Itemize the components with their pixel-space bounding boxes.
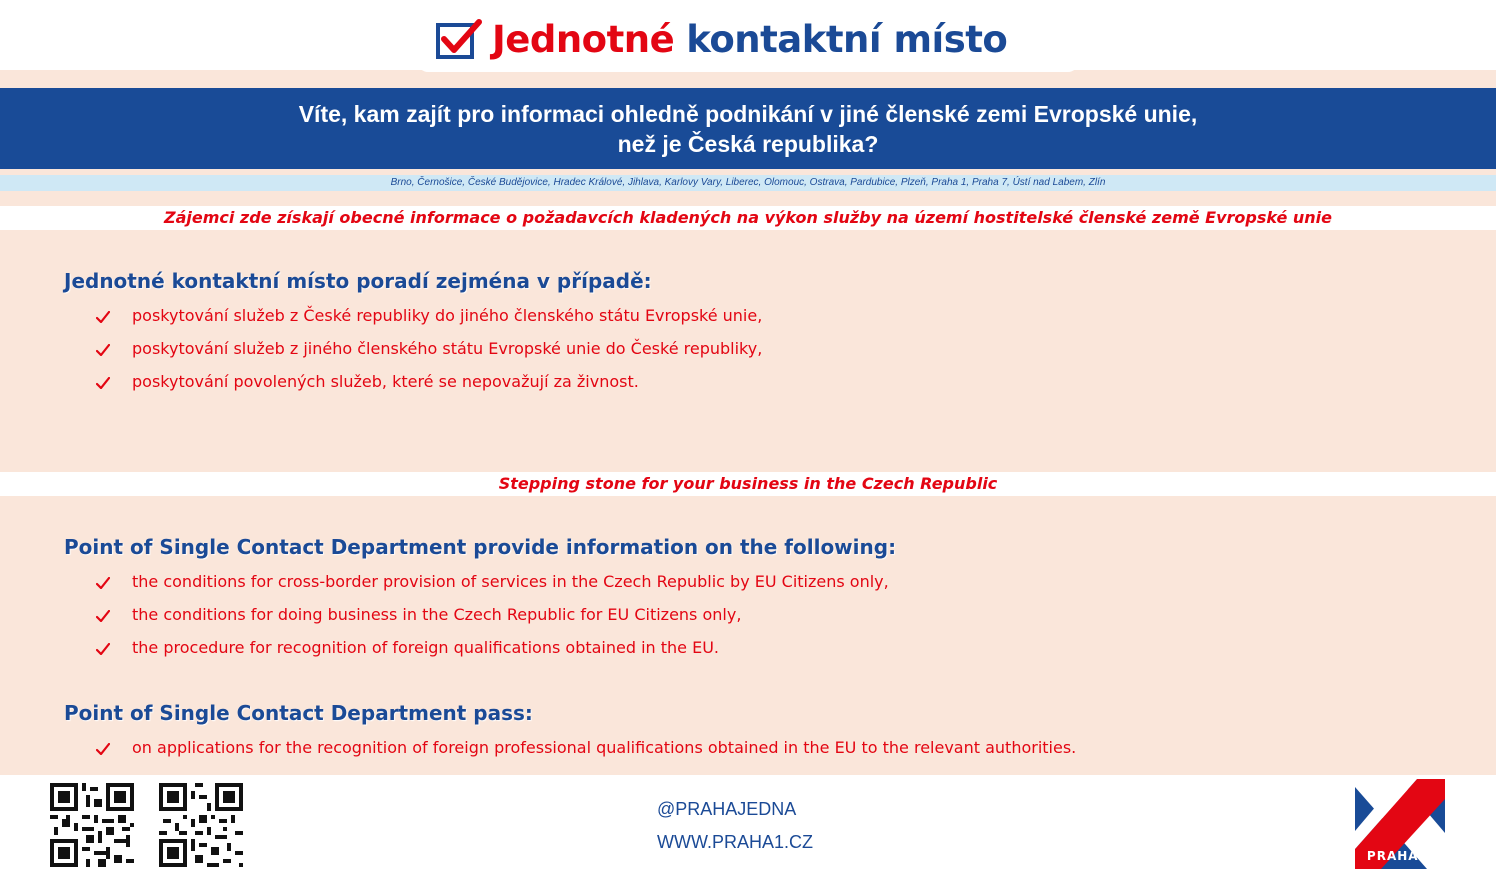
logo-title-blue: kontaktní místo [686,17,1008,61]
qr-code-icon[interactable] [159,783,243,867]
list-item-text: poskytování služeb z České republiky do jiného členského státu Evropské unie, [132,306,763,325]
check-icon [96,377,110,389]
question-line-2: než je Česká republika? [617,130,879,157]
list-item [64,332,762,365]
check-icon [96,643,110,655]
list-item [64,565,896,598]
check-icon [96,311,110,323]
contact-block [657,793,813,859]
jkm-logo [436,14,1007,64]
section-en-pass-list [64,731,1076,764]
list-item [64,598,896,631]
check-icon [96,344,110,356]
footer [0,775,1496,887]
social-handle-link[interactable]: @PRAHAJEDNA [657,799,797,819]
list-item-text: poskytování služeb z jiného členského státu Evropské unie do České republiky, [132,339,763,358]
intro-text: Zájemci zde získají obecné informace o požadavcích kladených na výkon služby na území hostitelské členské země Evropské unie [0,206,1496,230]
section-en-info [64,534,896,664]
praha1-logo-label: PRAHA 1 [1366,849,1434,863]
list-item [64,631,896,664]
list-item-text: poskytování povolených služeb, které se nepovažují za živnost. [132,372,639,391]
section-cz-heading: Jednotné kontaktní místo poradí zejména v případě: [64,269,652,293]
qr-code-icon[interactable] [50,783,134,867]
tagline: Stepping stone for your business in the Czech Republic [0,472,1496,496]
section-en-pass-heading: Point of Single Contact Department pass: [64,701,533,725]
list-item [64,299,762,332]
section-cz [64,268,762,398]
question-line-1: Víte, kam zajít pro informaci ohledně podnikání v jiné členské zemi Evropské unie, [298,100,1198,127]
list-item-text: the procedure for recognition of foreign qualifications obtained in the EU. [132,638,720,657]
section-en-info-list [64,565,896,664]
list-item-text: the conditions for doing business in the Czech Republic for EU Citizens only, [132,605,742,624]
section-cz-list [64,299,762,398]
checkbox-logo-icon [436,19,482,59]
logo-title-red: Jednotné [492,17,675,61]
list-item [64,731,1076,764]
section-en-info-heading: Point of Single Contact Department provide information on the following: [64,535,897,559]
list-item-text: on applications for the recognition of foreign professional qualifications obtained in the EU to the relevant authorities. [132,738,1077,757]
check-icon [96,610,110,622]
check-icon [96,577,110,589]
website-link[interactable]: WWW.PRAHA1.CZ [657,832,813,852]
list-item-text: the conditions for cross-border provision of services in the Czech Republic by EU Citizens only, [132,572,889,591]
list-item [64,365,762,398]
question-banner [0,88,1496,169]
check-icon [96,743,110,755]
cities-list: Brno, Černošice, České Budějovice, Hradec Králové, Jihlava, Karlovy Vary, Liberec, Olomouc, Ostrava, Pardubice, Plzeň, Praha 1, Praha 7, Ústí nad Labem, Zlín [0,175,1496,191]
section-en-pass [64,700,1076,764]
